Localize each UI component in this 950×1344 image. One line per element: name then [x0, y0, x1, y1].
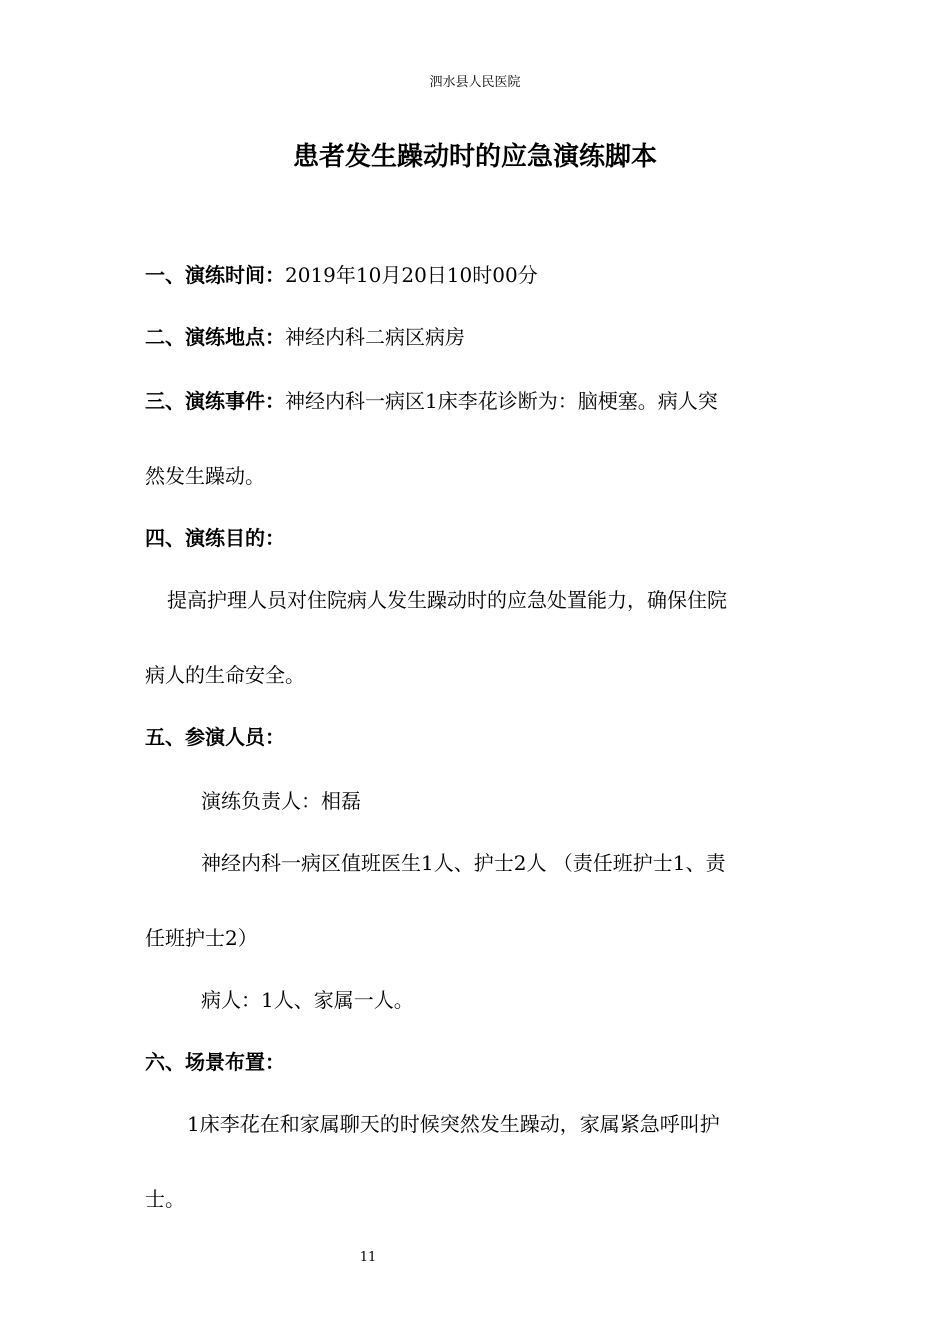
- section-place-value: 神经内科二病区病房: [285, 325, 465, 349]
- participants-leader: 演练负责人：相磊: [201, 789, 361, 813]
- section-place-label: 二、演练地点：: [145, 325, 285, 349]
- section-time-value: 2019年10月20日10时00分: [285, 263, 538, 287]
- section-purpose: [145, 522, 285, 551]
- participants-staff-line1: 神经内科一病区值班医生1人、护士2人 （责任班护士1、责: [201, 851, 726, 875]
- page-header: 泗水县人民医院: [429, 75, 521, 90]
- document-title: 患者发生躁动时的应急演练脚本: [292, 142, 657, 172]
- section-scene: [145, 1046, 285, 1075]
- section-event-value: 神经内科一病区1床李花诊断为：脑梗塞。病人突: [285, 389, 718, 413]
- section-event: [145, 385, 718, 414]
- scene-text-line2: 士。: [145, 1187, 185, 1211]
- section-event-continuation: 然发生躁动。: [145, 464, 265, 488]
- section-participants: [145, 721, 285, 750]
- section-scene-label: 六、场景布置：: [145, 1050, 285, 1074]
- participants-staff-line2: 任班护士2）: [145, 926, 258, 950]
- section-time-label: 一、演练时间：: [145, 263, 285, 287]
- scene-text-line1: 1床李花在和家属聊天的时候突然发生躁动，家属紧急呼叫护: [187, 1112, 720, 1136]
- purpose-text-line2: 病人的生命安全。: [145, 663, 305, 687]
- page-number: 11: [359, 1250, 377, 1265]
- section-time: [145, 259, 538, 288]
- section-participants-label: 五、参演人员：: [145, 725, 285, 749]
- section-purpose-label: 四、演练目的：: [145, 526, 285, 550]
- section-event-label: 三、演练事件：: [145, 389, 285, 413]
- purpose-text-line1: 提高护理人员对住院病人发生躁动时的应急处置能力，确保住院: [167, 588, 727, 612]
- section-place: [145, 321, 465, 350]
- participants-patient: 病人：1人、家属一人。: [201, 988, 414, 1012]
